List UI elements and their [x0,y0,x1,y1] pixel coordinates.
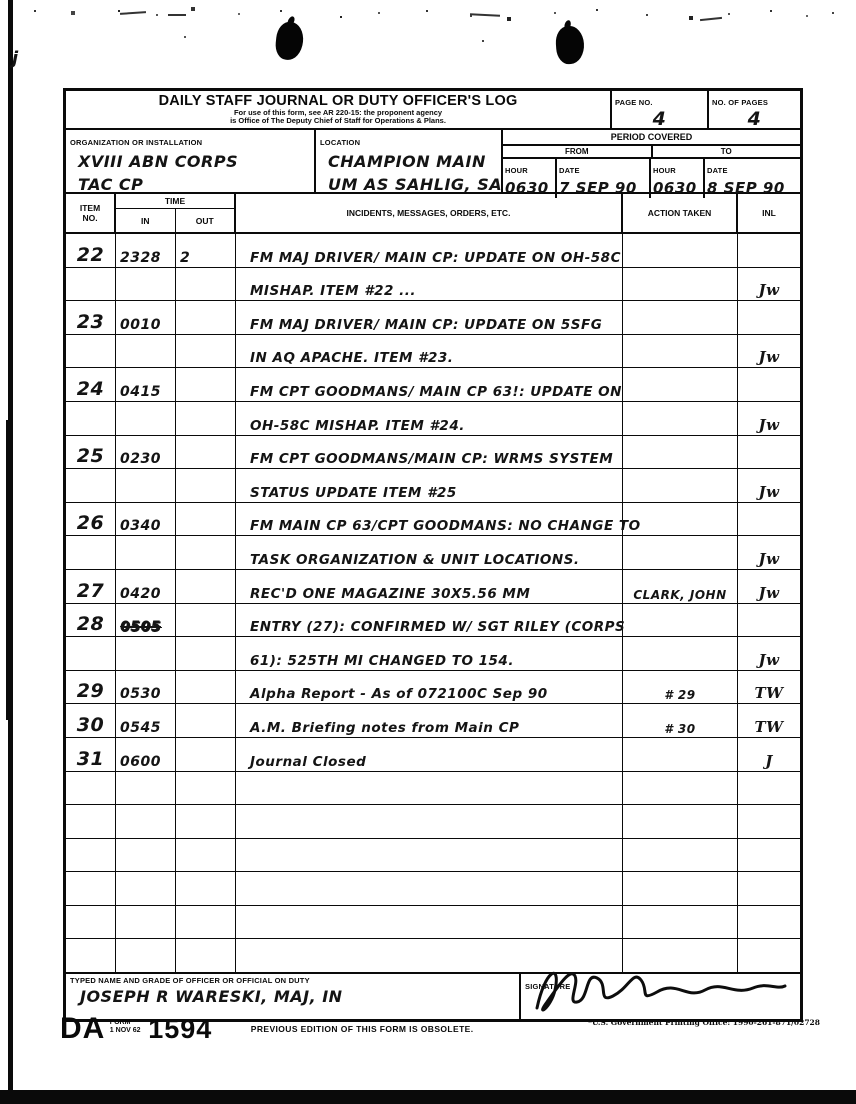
col-out-label: OUT [195,215,214,226]
log-cell-inc: FM MAIN CP 63/CPT GOODMANS: NO CHANGE TO [236,503,623,536]
log-cell-tout [176,268,236,301]
log-row-16 [66,738,800,772]
log-cell-act [623,503,738,536]
from-hour-value: 0630 [505,179,549,197]
log-cell-act [623,805,738,838]
col-time [116,194,236,232]
scan-left-edge [8,0,13,1104]
log-row-20 [66,872,800,906]
log-cell-item [66,402,116,435]
log-cell-item [66,268,116,301]
log-cell-tin [116,872,176,905]
log-cell-item [66,805,116,838]
log-cell-tin [116,772,176,805]
log-cell-act: # 30 [623,704,738,737]
log-cell-act [623,436,738,469]
log-cell-tout [176,301,236,334]
log-cell-item [66,772,116,805]
typed-name-label: TYPED NAME AND GRADE OF OFFICER OR OFFICIAL ON DUTY [70,976,310,985]
log-cell-inc: Alpha Report - As of 072100C Sep 90 [236,671,623,704]
no-of-pages-label: NO. OF PAGES [712,98,769,107]
log-cell-item [66,939,116,972]
log-cell-act [623,402,738,435]
log-cell-tout [176,637,236,670]
form-number: 1594 [148,1014,213,1044]
log-cell-act [623,637,738,670]
to-hour-cell [651,159,705,198]
log-cell-act [623,872,738,905]
log-cell-tin: 0530 [116,671,176,704]
log-cell-tout [176,604,236,637]
scan-noise-dash [120,11,146,15]
log-cell-inl [738,906,800,939]
log-cell-inc: FM MAJ DRIVER/ MAIN CP: UPDATE ON OH-58C [236,234,623,267]
log-cell-tin: 2328 [116,234,176,267]
period-covered-label: PERIOD COVERED [503,130,800,146]
log-cell-tout [176,671,236,704]
log-cell-act [623,906,738,939]
hour-label: HOUR [505,166,528,175]
log-cell-inl [738,234,800,267]
log-cell-tin: 0010 [116,301,176,334]
da-form-1594 [63,88,803,1022]
log-cell-inl: Jw [758,549,780,568]
log-cell-act [623,738,738,771]
log-cell-tout [176,906,236,939]
location-line2: UM AS SAHLIG, SA [328,175,503,195]
no-of-pages-cell [709,91,800,128]
log-row-7 [66,436,800,470]
log-cell-inl: Jw [758,281,780,300]
log-cell-tout [176,805,236,838]
log-cell-item: 25 [66,436,116,469]
scan-noise-dash [470,13,500,17]
from-date-cell [557,159,651,198]
form-title: DAILY STAFF JOURNAL OR DUTY OFFICER'S LOG [158,93,518,109]
log-cell-inc: A.M. Briefing notes from Main CP [236,704,623,737]
log-cell-tout [176,436,236,469]
log-cell-inc [236,772,623,805]
log-cell-tin [116,469,176,502]
log-cell-tin [116,536,176,569]
log-cell-inc: TASK ORGANIZATION & UNIT LOCATIONS. [236,536,623,569]
log-cell-item: 27 [66,570,116,603]
log-cell-inl: Jw [758,583,780,602]
log-row-14 [66,671,800,705]
log-cell-inc: FM CPT GOODMANS/ MAIN CP 63!: UPDATE ON [236,368,623,401]
log-cell-inc: FM MAJ DRIVER/ MAIN CP: UPDATE ON 5SFG [236,301,623,334]
log-cell-inc: OH-58C MISHAP. ITEM #24. [236,402,623,435]
form-subtitle-1: For use of this form, see AR 220-15: the proponent agency [233,108,443,117]
log-row-1 [66,234,800,268]
col-incidents: INCIDENTS, MESSAGES, ORDERS, ETC. [236,194,623,232]
log-cell-item [66,872,116,905]
form-edition-date: 1 NOV 62 [109,1027,141,1034]
organization-label: ORGANIZATION OR INSTALLATION [70,138,203,147]
log-cell-item: 22 [66,234,116,267]
log-row-8 [66,469,800,503]
period-covered-cell [503,130,800,197]
log-cell-tout [176,335,236,368]
log-cell-tout [176,402,236,435]
date-label: DATE [559,166,580,175]
log-cell-tin [116,268,176,301]
scan-noise [34,10,36,12]
log-cell-tout [176,839,236,872]
log-cell-item [66,906,116,939]
log-cell-inc [236,805,623,838]
log-cell-tout [176,469,236,502]
scan-bottom-edge [0,1090,856,1104]
hole-punch-left [274,21,305,62]
form-header-row [66,91,800,130]
log-cell-inc: IN AQ APACHE. ITEM #23. [236,335,623,368]
log-cell-tout [176,704,236,737]
log-row-3 [66,301,800,335]
log-cell-item: 30 [66,704,116,737]
log-cell-tout [176,503,236,536]
log-cell-tout: 2 [176,234,236,267]
form-footer [60,1012,820,1046]
log-cell-item: 29 [66,671,116,704]
to-label: TO [720,147,732,156]
log-row-6 [66,402,800,436]
form-subtitle-2: is Office of The Deputy Chief of Staff for Operations & Plans. [230,116,446,126]
col-action-taken: ACTION TAKEN [623,194,738,232]
log-cell-act [623,469,738,502]
log-cell-inc: STATUS UPDATE ITEM #25 [236,469,623,502]
hour-label: HOUR [653,166,676,175]
scan-noise-dash [168,14,186,16]
col-inl: INL [762,208,776,218]
obsolete-note: PREVIOUS EDITION OF THIS FORM IS OBSOLETE. [250,1024,474,1034]
log-cell-item: 24 [66,368,116,401]
log-cell-item: 28 [66,604,116,637]
log-cell-tin [116,637,176,670]
log-cell-act [623,839,738,872]
from-date-value: 7 SEP 90 [559,179,637,197]
scan-noise-dash [700,17,722,21]
log-cell-tout [176,368,236,401]
log-row-17 [66,772,800,806]
log-cell-act [623,268,738,301]
log-cell-inl: Jw [758,348,780,367]
log-cell-inl [738,368,800,401]
log-cell-inl [738,301,800,334]
organization-line1: XVIII ABN CORPS [78,152,239,171]
from-hour-cell [503,159,557,198]
typed-name-value: JOSEPH R WARESKI, MAJ, IN [80,987,343,1006]
organization-line2: TAC CP [78,175,144,195]
log-cell-inl [738,839,800,872]
log-cell-tin [116,402,176,435]
log-cell-inl [738,604,800,637]
log-cell-act [623,301,738,334]
hole-punch-right [555,25,586,65]
log-cell-tin: 0230 [116,436,176,469]
da-abbrev: DA [60,1012,106,1045]
col-time-sub [116,209,234,232]
col-in-label: IN [116,209,176,232]
from-label: FROM [503,146,653,157]
log-row-4 [66,335,800,369]
to-date-cell [705,159,800,198]
col-time-label: TIME [116,194,234,209]
log-cell-inl: TW [754,684,784,703]
log-cell-item: 23 [66,301,116,334]
location-line1: CHAMPION MAIN [328,152,486,171]
log-cell-item: 26 [66,503,116,536]
log-row-9 [66,503,800,537]
log-row-13 [66,637,800,671]
log-cell-tin: 0415 [116,368,176,401]
log-cell-tin: 0600 [116,738,176,771]
page-no-label: PAGE NO. [615,98,653,107]
log-cell-inc: Journal Closed [236,738,623,771]
log-cell-tout [176,772,236,805]
gpo-note: *U.S. Government Printing Office: 1990-261-871/02728 [588,1018,820,1027]
log-row-15 [66,704,800,738]
log-row-11 [66,570,800,604]
to-hour-value: 0630 [653,179,697,197]
log-cell-tin [116,839,176,872]
col-item-line1: ITEM [79,202,101,213]
signature-label: SIGNATURE [525,982,571,991]
log-cell-act [623,335,738,368]
log-cell-inc [236,872,623,905]
log-row-2 [66,268,800,302]
log-cell-act [623,234,738,267]
log-row-18 [66,805,800,839]
log-cell-tout [176,570,236,603]
log-cell-item [66,839,116,872]
log-cell-inc: 61): 525TH MI CHANGED TO 154. [236,637,623,670]
log-cell-tout [176,536,236,569]
log-cell-item [66,335,116,368]
location-label: LOCATION [320,138,361,147]
form-header-row-2 [66,130,800,197]
log-cell-act [623,604,738,637]
log-cell-inc [236,839,623,872]
location-cell [316,130,503,195]
no-of-pages-value: 4 [747,108,762,130]
log-cell-inl [738,805,800,838]
col-item-no [66,194,116,232]
log-cell-inc: REC'D ONE MAGAZINE 30X5.56 MM [236,570,623,603]
log-cell-tout [176,872,236,905]
log-cell-tin: 0505 [116,604,176,637]
log-cell-tin: 0340 [116,503,176,536]
to-date-value: 8 SEP 90 [707,179,785,197]
page-no-value: 4 [652,108,667,130]
log-column-headers [66,194,800,234]
log-row-19 [66,839,800,873]
log-cell-act [623,368,738,401]
form-title-cell [66,91,612,128]
log-cell-act: CLARK, JOHN [623,570,738,603]
log-cell-inl [738,436,800,469]
log-cell-inl: Jw [758,415,780,434]
log-row-10 [66,536,800,570]
log-cell-item [66,536,116,569]
period-from-to-row [503,146,800,159]
log-cell-inl: J [765,751,773,770]
log-cell-inl: Jw [758,482,780,501]
log-row-12 [66,604,800,638]
log-cell-tin [116,335,176,368]
log-cell-inc: FM CPT GOODMANS/MAIN CP: WRMS SYSTEM [236,436,623,469]
log-cell-item [66,469,116,502]
log-cell-act [623,536,738,569]
date-label: DATE [707,166,728,175]
log-cell-inc: MISHAP. ITEM #22 ... [236,268,623,301]
log-cell-inc: ENTRY (27): CONFIRMED W/ SGT RILEY (CORPS [236,604,623,637]
log-cell-tout [176,939,236,972]
log-cell-inl: TW [754,717,784,736]
log-cell-tin [116,939,176,972]
log-cell-act: # 29 [623,671,738,704]
page-no-cell [612,91,709,128]
log-cell-tin [116,805,176,838]
log-row-21 [66,906,800,940]
period-values-row [503,159,800,198]
signature-scribble [527,960,797,1020]
organization-cell [66,130,316,195]
log-cell-tout [176,738,236,771]
log-body [66,234,800,972]
log-cell-inl: Jw [758,650,780,669]
da-form-edition [110,1019,144,1034]
log-cell-inl [738,772,800,805]
log-cell-inl [738,503,800,536]
log-cell-inc [236,906,623,939]
log-row-5 [66,368,800,402]
pencil-mark: j [12,48,19,69]
log-cell-tin: 0545 [116,704,176,737]
log-cell-inl [738,872,800,905]
log-cell-tin: 0420 [116,570,176,603]
log-cell-item: 31 [66,738,116,771]
log-cell-tin [116,906,176,939]
log-cell-item [66,637,116,670]
form-word: FORM [109,1019,131,1027]
col-item-line2: NO. [82,213,98,223]
log-cell-act [623,772,738,805]
